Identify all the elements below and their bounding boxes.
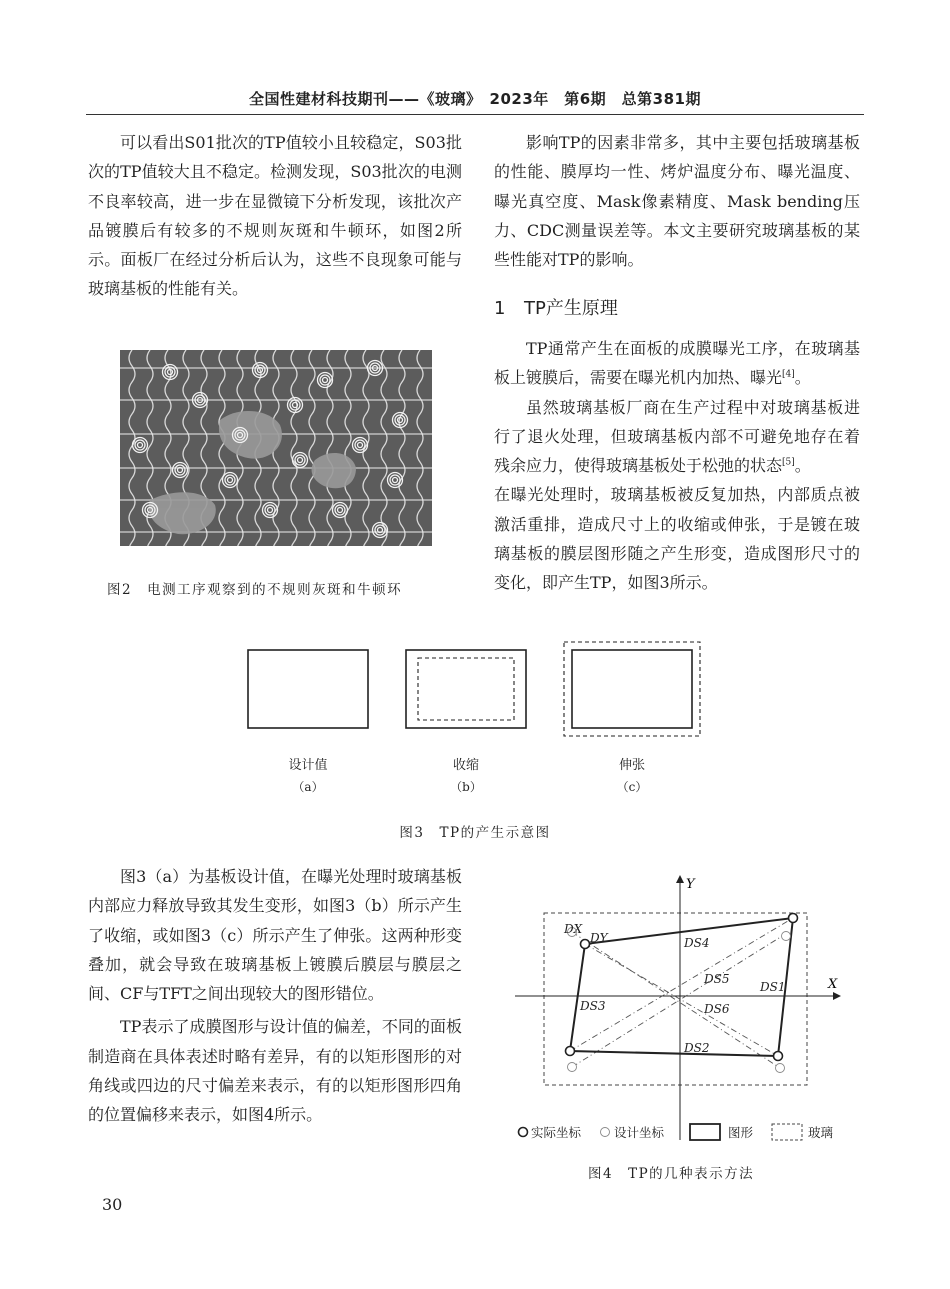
expand-rectangle xyxy=(572,650,692,728)
legend-glass-label: 玻璃 xyxy=(808,1125,834,1140)
figure-3-sublabel-b: （b） xyxy=(450,780,482,794)
design-rectangle xyxy=(248,650,368,728)
figure-3-sublabel-a: （a） xyxy=(292,780,324,794)
label-dy: DY xyxy=(590,931,608,945)
paragraph: TP表示了成膜图形与设计值的偏差，不同的面板制造商在具体表述时略有差异，有的以矩形图形的对角线或四边的尺寸偏差来表示，有的以矩形图形四角的位置偏移来表示，如图4所示。 xyxy=(88,1017,462,1125)
legend xyxy=(519,1124,834,1140)
figure-2-caption: 图2 电测工序观察到的不规则灰斑和牛顿环 xyxy=(107,582,403,598)
right-top-column xyxy=(494,128,860,274)
label-ds2: DS2 xyxy=(684,1041,710,1055)
citation: [4] xyxy=(782,369,795,380)
legend-glass-marker xyxy=(772,1124,802,1140)
label-dx: DX xyxy=(564,922,583,936)
expand-outer-dashed-rectangle xyxy=(564,642,700,736)
legend-design-marker xyxy=(601,1128,610,1137)
header-rule xyxy=(86,114,864,115)
shrink-inner-rectangle xyxy=(418,658,514,720)
paragraph: 可以看出S01批次的TP值较小且较稳定，S03批次的TP值较大且不稳定。检测发现，S03批次的电测不良率较高，进一步在显微镜下分析发现，该批次产品镀膜后有较多的不规则灰斑和牛顿环，如图2所示。面板厂在经过分析后认为，这些不良现象可能与玻璃基板的性能有关。 xyxy=(88,133,462,299)
paragraph-text: TP通常产生在面板的成膜曝光工序，在玻璃基板上镀膜后，需要在曝光机内加热、曝光 xyxy=(494,339,860,388)
label-ds4: DS4 xyxy=(684,936,710,950)
figure-3-caption: 图3 TP的产生示意图 xyxy=(399,825,551,841)
paragraph: 影响TP的因素非常多，其中主要包括玻璃基板的性能、膜厚均一性、烤炉温度分布、曝光温度、曝光真空度、Mask像素精度、Mask bending压力、CDC测量误差等。本文主要研究玻璃基板的某些性能对TP的影响。 xyxy=(494,133,860,270)
legend-shape-marker xyxy=(690,1124,720,1140)
paragraph-end: 。 xyxy=(794,456,811,476)
figure-4-diagram xyxy=(510,870,850,1150)
x-axis-label: X xyxy=(828,977,838,992)
paragraph-text: 虽然玻璃基板厂商在生产过程中对玻璃基板进行了退火处理，但玻璃基板内部不可避免地存在着残余应力，使得玻璃基板处于松弛的状态 xyxy=(494,397,860,476)
paragraph xyxy=(494,334,860,393)
right-top-column-2 xyxy=(494,334,860,598)
paragraph: 在曝光处理时，玻璃基板被反复加热，内部质点被激活重排，造成尺寸上的收缩或伸张，于是镀在玻璃基板的膜层图形随之产生形变，造成图形尺寸的变化，即产生TP，如图3所示。 xyxy=(494,485,860,593)
journal-header: 全国性建材科技期刊——《玻璃》 2023年 第6期 总第381期 xyxy=(249,90,701,108)
label-ds6: DS6 xyxy=(704,1002,730,1016)
section-title: TP产生原理 xyxy=(524,298,618,319)
legend-actual-label: 实际坐标 xyxy=(531,1125,582,1140)
figure-4-caption: 图4 TP的几种表示方法 xyxy=(588,1166,755,1182)
paragraph xyxy=(494,393,860,481)
figure-3-sublabel-c: （c） xyxy=(616,780,648,794)
figure-3-label-c: 伸张 xyxy=(618,758,645,773)
legend-actual-marker xyxy=(519,1128,528,1137)
left-bottom-column xyxy=(88,862,462,1130)
diagonal-ds6 xyxy=(585,944,778,1056)
label-ds1: DS1 xyxy=(760,980,786,994)
paragraph-end: 。 xyxy=(794,368,811,388)
page-number: 30 xyxy=(102,1195,123,1214)
label-ds3: DS3 xyxy=(580,999,606,1013)
figure-3-label-a: 设计值 xyxy=(288,758,328,773)
y-axis-label: Y xyxy=(686,877,695,892)
paragraph: 图3（a）为基板设计值，在曝光处理时玻璃基板内部应力释放导致其发生变形，如图3（b）所示产生了收缩，或如图3（c）所示产生了伸张。这两种形变叠加，就会导致在玻璃基板上镀膜后膜层与膜层之间、CF与TFT之间出现较大的图形错位。 xyxy=(88,867,462,1004)
shrink-outer-rectangle xyxy=(406,650,526,728)
legend-design-label: 设计坐标 xyxy=(614,1125,665,1140)
section-number: 1 xyxy=(494,298,506,319)
left-top-column xyxy=(88,128,462,304)
figure-2-micrograph xyxy=(120,350,432,546)
legend-shape-label: 图形 xyxy=(728,1125,754,1140)
figure-3-label-b: 收缩 xyxy=(452,758,479,773)
label-ds5: DS5 xyxy=(704,972,730,986)
citation: [5] xyxy=(782,457,795,468)
section-heading xyxy=(494,294,618,320)
